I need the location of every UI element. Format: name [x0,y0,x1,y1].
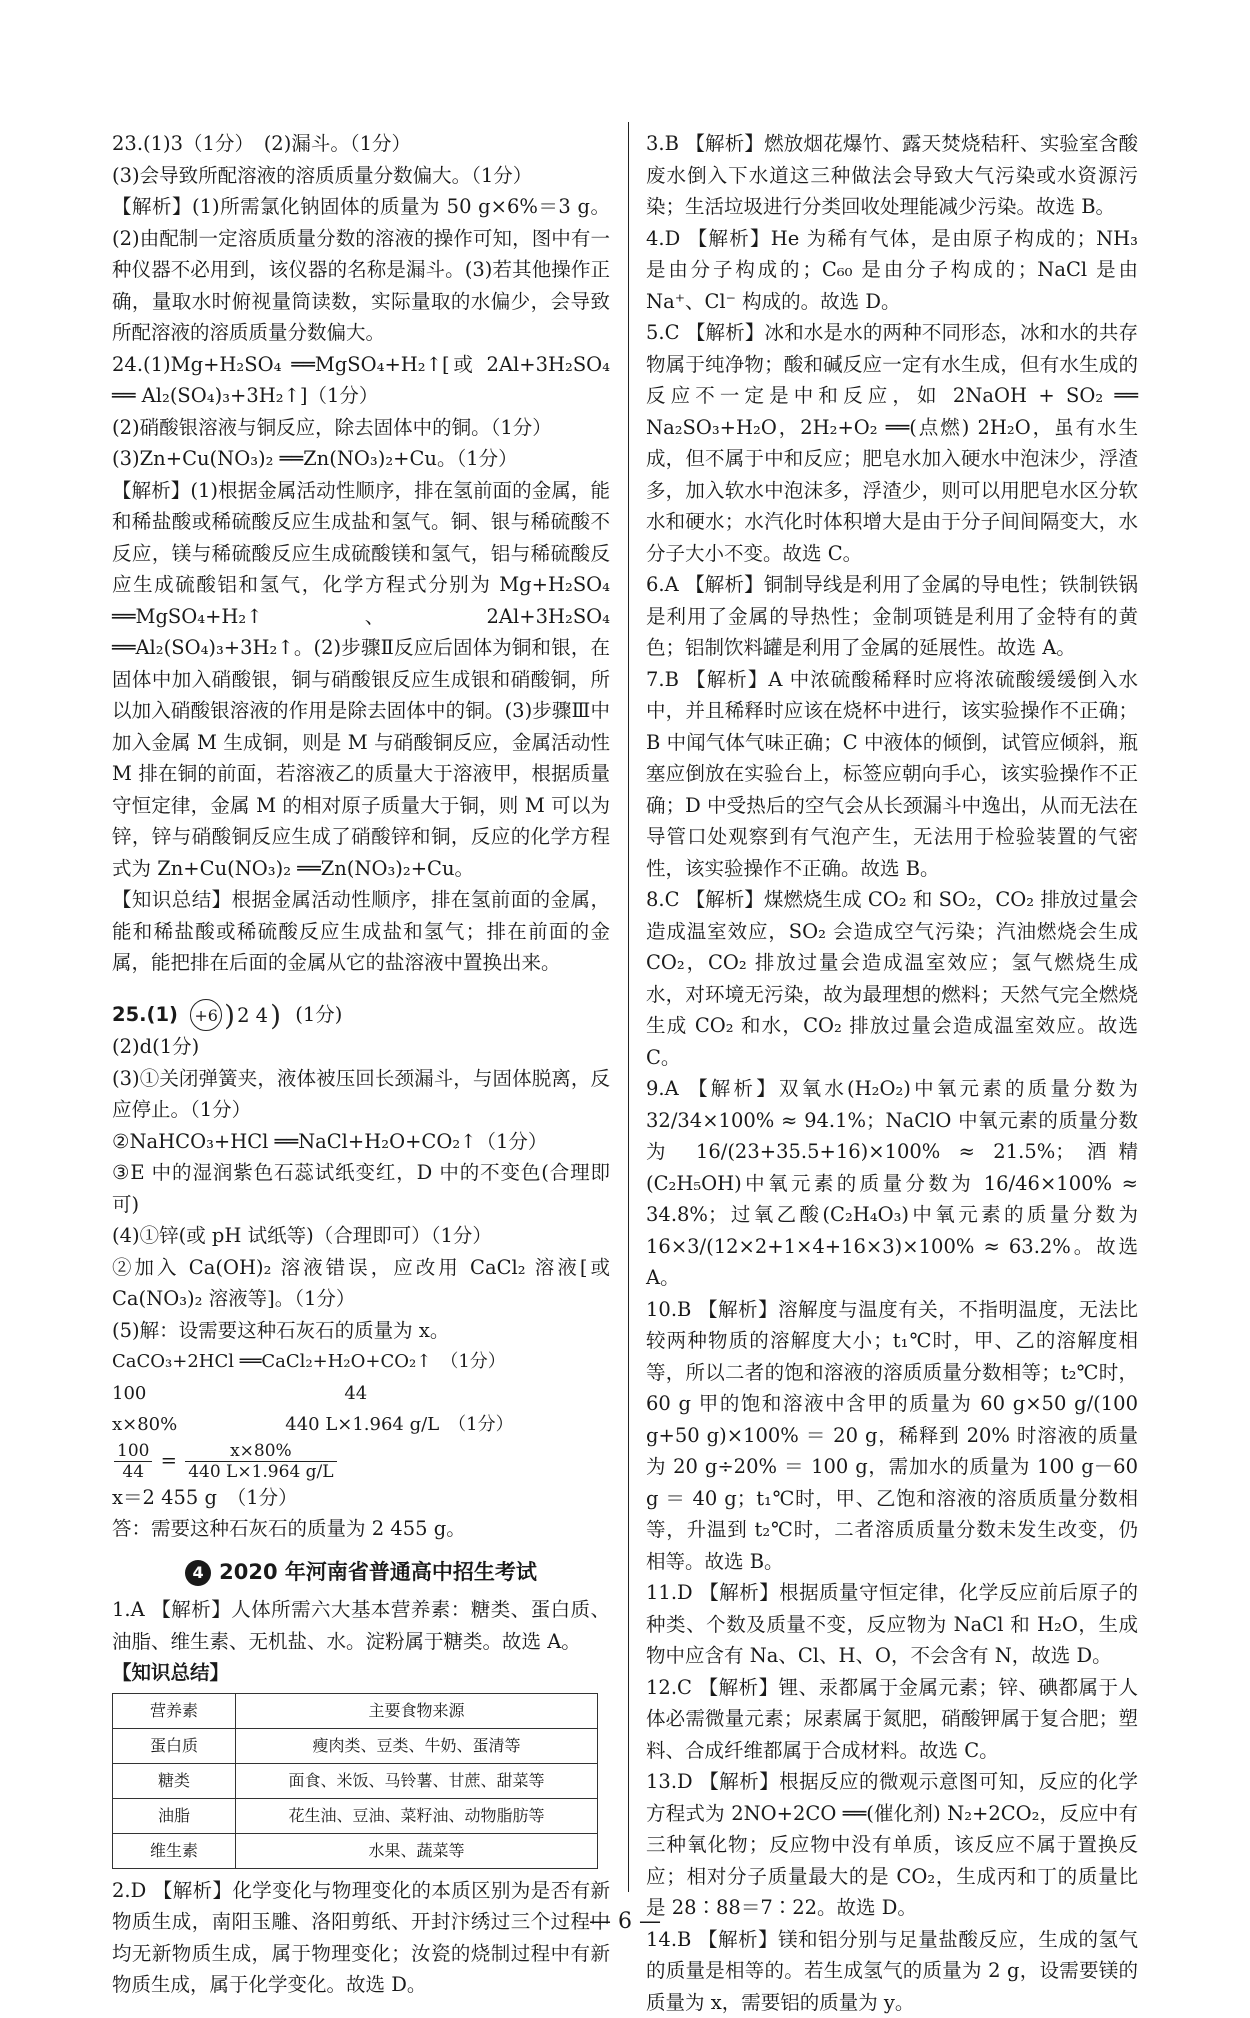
table-cell: 油脂 [113,1798,236,1833]
q24-answer-2: (2)硝酸银溶液与铜反应，除去固体中的铜。（1分） [112,412,610,444]
q25-proportion [112,1441,610,1482]
fraction-denominator-2: 440 L×1.964 g/L [185,1462,336,1482]
q11-analysis: 11.D 【解析】根据质量守恒定律，化学反应前后原子的种类、个数及质量不变，反应物为 NaCl 和 H₂O，生成物中应含有 Na、Cl、H、O，不会含有 N，故选 D。 [646,1577,1138,1672]
ratio-fraction-2 [185,1441,336,1482]
fraction-numerator-2: x×80% [185,1441,336,1462]
q25-mass-ratio-1: 100 44 [112,1378,610,1410]
q5-analysis: 5.C 【解析】冰和水是水的两种不同形态，冰和水的共存物属于纯净物；酸和碱反应一定有水生成，但有水生成的反应不一定是中和反应，如 2NaOH + SO₂ ══ Na₂SO₃+H₂O，2H₂+O₂ ══(点燃) 2H₂O，虽有水生成，但不属于中和反应；肥皂水加入硬水中泡沫少，浮渣多，加入软水中泡沫多，浮渣少，则可以用肥皂水区分软水和硬水；水汽化时体积增大是由于分子间间隔变大，水分子大小不变。故选 C。 [646,317,1138,569]
q25-label: 25.(1) [112,1003,178,1026]
table-header-nutrient: 营养素 [113,1693,236,1728]
q9-analysis: 9.A 【解析】双氧水(H₂O₂)中氧元素的质量分数为 32/34×100% ≈ 94.1%；NaClO 中氧元素的质量分数为 16/(23+35.5+16)×100% ≈ 21.5%；酒精(C₂H₅OH)中氧元素的质量分数为 16/46×100% ≈ 34.8%；过氧乙酸(C₂H₄O₃)中氧元素的质量分数为 16×3/(12×2+1×4+16×3)×100% ≈ 63.2%。故选 A。 [646,1073,1138,1294]
q25-answer-3-1: (3)①关闭弹簧夹，液体被压回长颈漏斗，与固体脱离，反应停止。（1分） [112,1063,610,1126]
q25-answer-4-2: ②加入 Ca(OH)₂ 溶液错误，应改用 CaCl₂ 溶液[或 Ca(NO₃)₂ 溶液等]。（1分） [112,1252,610,1315]
q1-summary-label: 【知识总结】 [112,1657,610,1689]
page-number: — 6 — [0,1906,1250,1938]
q8-analysis: 8.C 【解析】煤燃烧生成 CO₂ 和 SO₂，CO₂ 排放过量会造成温室效应，SO₂ 会造成空气污染；汽油燃烧会生成 CO₂，CO₂ 排放过量会造成温室效应；氢气燃烧生成水，对环境无污染，故为最理想的燃料；天然气完全燃烧生成 CO₂ 和水，CO₂ 排放过量会造成温室效应。故选 C。 [646,884,1138,1073]
table-cell: 瘦肉类、豆类、牛奶、蛋清等 [236,1728,598,1763]
table-cell: 花生油、豆油、菜籽油、动物脂肪等 [236,1798,598,1833]
equals-sign: = [161,1449,177,1472]
table-row [113,1763,598,1798]
q2-analysis: 2.D 【解析】化学变化与物理变化的本质区别为是否有新物质生成，南阳玉雕、洛阳剪纸、开封汴绣过三个过程中均无新物质生成，属于物理变化；汝瓷的烧制过程中有新物质生成，属于化学变化。故选 D。 [112,1875,610,2001]
q3-analysis: 3.B 【解析】燃放烟花爆竹、露天焚烧秸秆、实验室含酸废水倒入下水道这三种做法会导致大气污染或水资源污染；生活垃圾进行分类回收处理能减少污染。故选 B。 [646,128,1138,223]
section-number-badge: 4 [185,1560,211,1586]
q13-analysis: 13.D 【解析】根据反应的微观示意图可知，反应的化学方程式为 2NO+2CO ══(催化剂) N₂+2CO₂，反应中有三种氧化物；反应物中没有单质，该反应不属于置换反应；相对分子质量最大的是 CO₂，生成丙和丁的质量比是 28∶88＝7∶22。故选 D。 [646,1766,1138,1924]
q25-final-answer: 答：需要这种石灰石的质量为 2 455 g。 [112,1513,610,1545]
q23-answer: 23.(1)3（1分） (2)漏斗。（1分） [112,128,610,160]
q25-1-score: (1分) [295,1003,342,1026]
q24-analysis: 【解析】(1)根据金属活动性顺序，排在氢前面的金属，能和稀盐酸或稀硫酸反应生成盐和氢气。铜、银与稀硫酸不反应，镁与稀硫酸反应生成硫酸镁和氢气，铝与稀硫酸反应生成硫酸铝和氢气，化学方程式分别为 Mg+H₂SO₄ ══MgSO₄+H₂↑、2Al+3H₂SO₄ ══Al₂(SO₄)₃+3H₂↑。(2)步骤Ⅱ反应后固体为铜和银，在固体中加入硝酸银，铜与硝酸银反应生成银和硝酸铜，所以加入硝酸银溶液的作用是除去固体中的铜。(3)步骤Ⅲ中加入金属 M 生成铜，则是 M 与硝酸铜反应，金属活动性 M 排在铜的前面，若溶液乙的质量大于溶液甲，根据质量守恒定律，金属 M 的相对原子质量大于铜，则 M 可以为锌，锌与硝酸铜反应生成了硝酸锌和铜，反应的化学方程式为 Zn+Cu(NO₃)₂ ══Zn(NO₃)₂+Cu。 [112,475,610,885]
q14-analysis: 14.B 【解析】镁和铝分别与足量盐酸反应，生成的氢气的质量是相等的。若生成氢气的质量为 2 g，设需要镁的质量为 x，需要铝的质量为 y。 [646,1924,1138,2018]
q25-answer-3-2: ②NaHCO₃+HCl ══NaCl+H₂O+CO₂↑（1分） [112,1126,610,1158]
atom-nucleus: +6 [190,999,222,1031]
q25-mass-ratio-2: x×80% 440 L×1.964 g/L （1分） [112,1409,610,1441]
left-column [112,128,610,2001]
ratio-fraction-1 [114,1441,152,1482]
q25-answer-4-1: (4)①锌(或 pH 试纸等)（合理即可）（1分） [112,1220,610,1252]
table-cell: 水果、蔬菜等 [236,1833,598,1868]
table-row [113,1798,598,1833]
column-divider [628,122,629,1892]
carbon-atom-diagram [190,999,283,1031]
nutrient-table [112,1693,598,1869]
shell-arc-icon-2: ) [270,1000,281,1032]
q25-result: x＝2 455 g （1分） [112,1482,610,1514]
q23-answer-3: (3)会导致所配溶液的溶质质量分数偏大。（1分） [112,160,610,192]
q7-analysis: 7.B 【解析】A 中浓硫酸稀释时应将浓硫酸缓缓倒入水中，并且稀释时应该在烧杯中进行，该实验操作不正确；B 中闻气体气味正确；C 中液体的倾倒，试管应倾斜，瓶塞应倒放在实验台上，标签应朝向手心，该实验操作不正确；D 中受热后的空气会从长颈漏斗中逸出，从而无法在导管口处观察到有气泡产生，无法用于检验装置的气密性，该实验操作不正确。故选 B。 [646,664,1138,885]
table-header-source: 主要食物来源 [236,1693,598,1728]
q23-analysis: 【解析】(1)所需氯化钠固体的质量为 50 g×6%＝3 g。(2)由配制一定溶质质量分数的溶液的操作可知，图中有一种仪器不必用到，该仪器的名称是漏斗。(3)若其他操作正确，量取水时俯视量筒读数，实际量取的水偏少，会导致所配溶液的溶质质量分数偏大。 [112,191,610,349]
table-cell: 蛋白质 [113,1728,236,1763]
right-column [646,128,1138,2018]
table-cell: 糖类 [113,1763,236,1798]
q25-answer-3-3: ③E 中的湿润紫色石蕊试纸变红，D 中的不变色(合理即可) [112,1157,610,1220]
q24-summary: 【知识总结】根据金属活动性顺序，排在氢前面的金属，能和稀盐酸或稀硫酸反应生成盐和氢气；排在前面的金属，能把排在后面的金属从它的盐溶液中置换出来。 [112,884,610,979]
q25-answer-2: (2)d(1分) [112,1031,610,1063]
atom-shell-electrons: 2 4 [237,1000,268,1032]
q25-equation: CaCO₃+2HCl ══CaCl₂+H₂O+CO₂↑ （1分） [112,1346,610,1378]
fraction-denominator: 44 [114,1462,152,1482]
table-header-row [113,1693,598,1728]
q24-answer-3: (3)Zn+Cu(NO₃)₂ ══Zn(NO₃)₂+Cu。（1分） [112,443,610,475]
table-cell: 维生素 [113,1833,236,1868]
fraction-numerator: 100 [114,1441,152,1462]
q6-analysis: 6.A 【解析】铜制导线是利用了金属的导电性；铁制铁锅是利用了金属的导热性；金制项链是利用了金特有的黄色；铝制饮料罐是利用了金属的延展性。故选 A。 [646,569,1138,664]
q24-answer-1: 24.(1)Mg+H₂SO₄ ══MgSO₄+H₂↑[或 2Al+3H₂SO₄ ══ Al₂(SO₄)₃+3H₂↑]（1分） [112,349,610,412]
table-cell: 面食、米饭、马铃薯、甘蔗、甜菜等 [236,1763,598,1798]
table-row [113,1728,598,1763]
q4-analysis: 4.D 【解析】He 为稀有气体，是由原子构成的；NH₃ 是由分子构成的；C₆₀ 是由分子构成的；NaCl 是由 Na⁺、Cl⁻ 构成的。故选 D。 [646,223,1138,318]
table-row [113,1833,598,1868]
q12-analysis: 12.C 【解析】锂、汞都属于金属元素；锌、碘都属于人体必需微量元素；尿素属于氮肥，硝酸钾属于复合肥；塑料、合成纤维都属于合成材料。故选 C。 [646,1672,1138,1767]
q25-atom-line [112,999,610,1032]
section-title-text: 2020 年河南省普通高中招生考试 [219,1557,537,1589]
shell-arc-icon: ) [224,1000,235,1032]
q1-analysis: 1.A 【解析】人体所需六大基本营养素：糖类、蛋白质、油脂、维生素、无机盐、水。淀粉属于糖类。故选 A。 [112,1594,610,1657]
section-title [112,1557,610,1589]
q25-answer-5: (5)解：设需要这种石灰石的质量为 x。 [112,1315,610,1347]
q10-analysis: 10.B 【解析】溶解度与温度有关，不指明温度，无法比较两种物质的溶解度大小；t₁℃时，甲、乙的溶解度相等，所以二者的饱和溶液的溶质质量分数相等；t₂℃时，60 g 甲的饱和溶液中含甲的质量为 60 g×50 g/(100 g+50 g)×100% ＝ 20 g，稀释到 20% 时溶液的质量为 20 g÷20% ＝ 100 g，需加水的质量为 100 g－60 g ＝ 40 g；t₁℃时，甲、乙饱和溶液的溶质质量分数相等，升温到 t₂℃时，二者溶质质量分数未发生改变，仍相等。故选 B。 [646,1294,1138,1578]
